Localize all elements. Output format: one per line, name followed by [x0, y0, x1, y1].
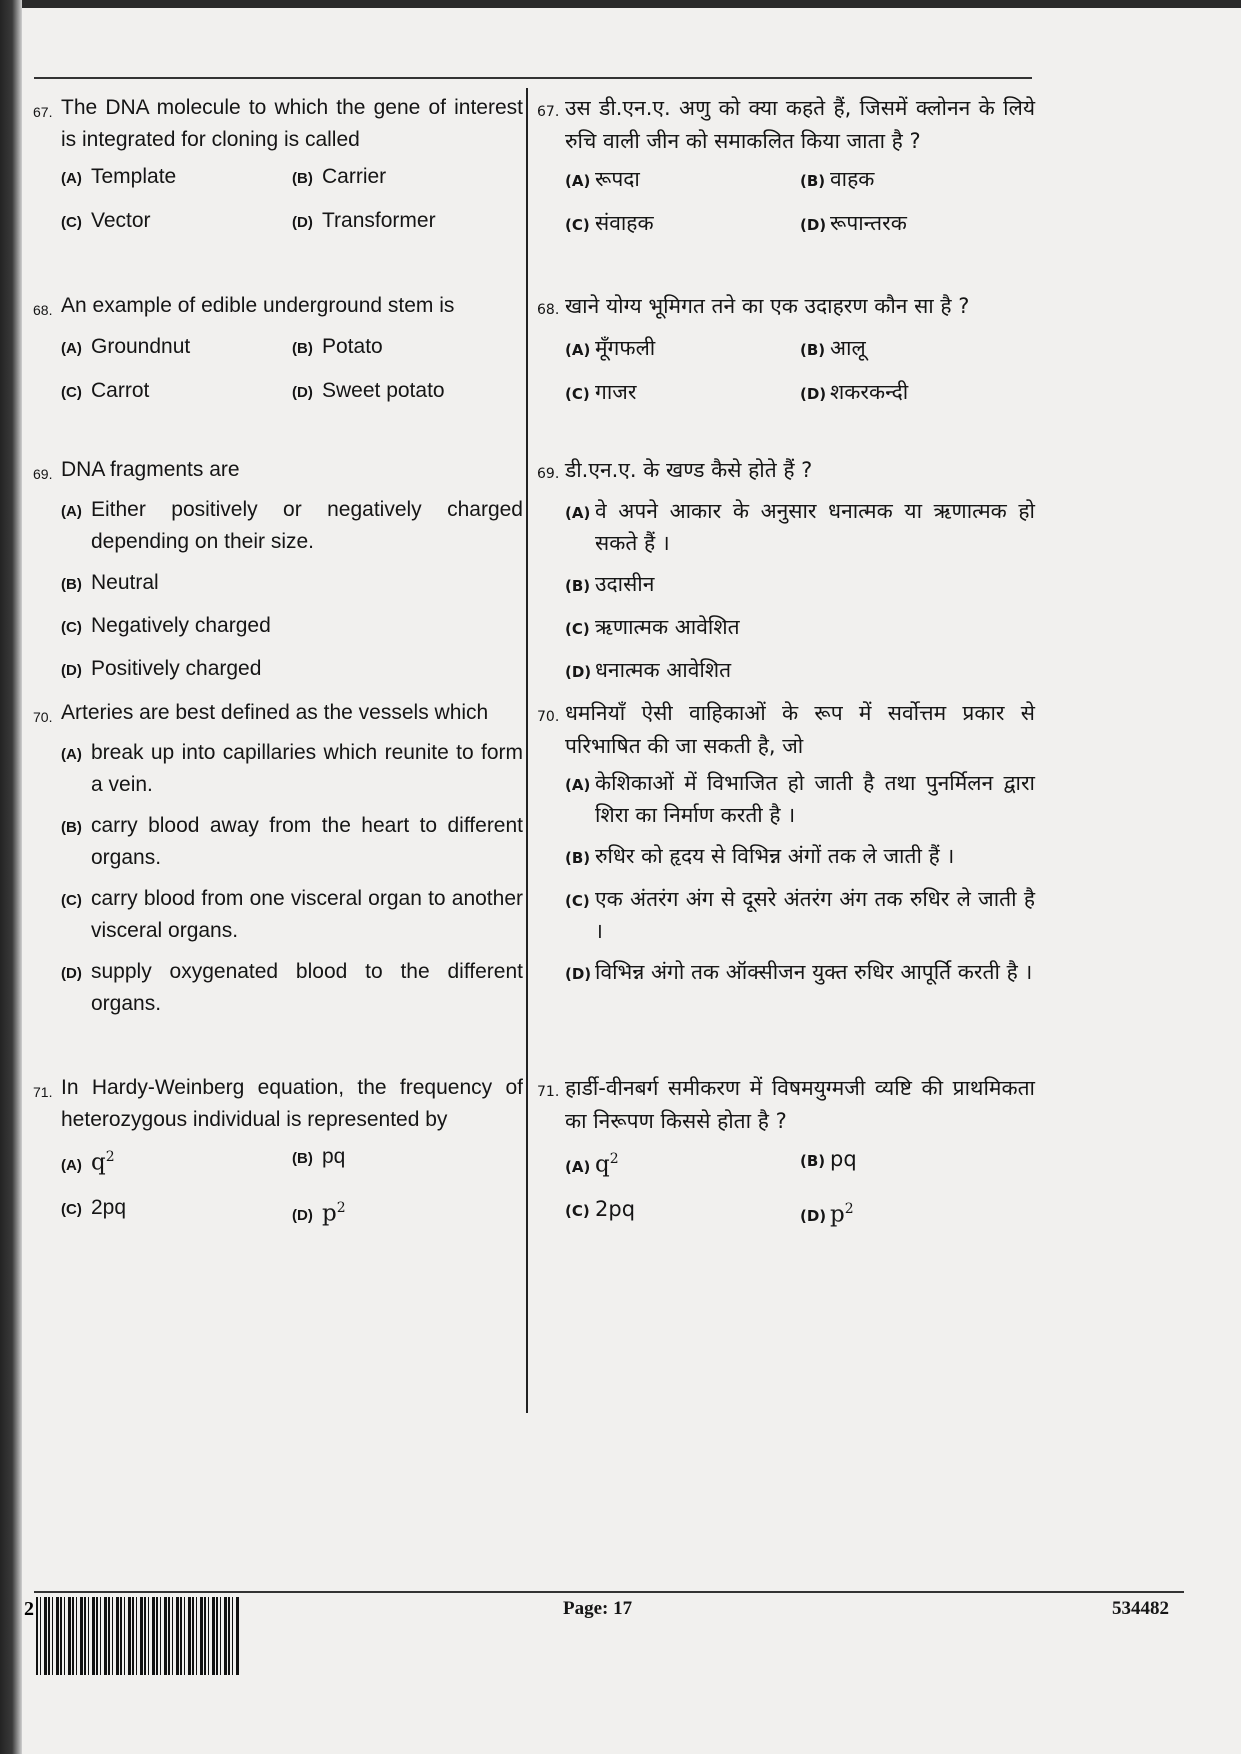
question-text: In Hardy-Weinberg equation, the frequency of heterozygous individual is represented by: [61, 1076, 523, 1131]
option-b: (B) रुधिर को हृदय से विभिन्न अंगों तक ले जाती हैं ।: [565, 844, 955, 868]
option-d: (D) रूपान्तरक: [800, 211, 907, 235]
question-71-en: [33, 1072, 523, 1233]
option-c: (C) 2pq: [565, 1196, 636, 1221]
option-c: (C) 2pq: [61, 1195, 127, 1219]
option-c: (C) carry blood from one visceral organ to another visceral organs.: [61, 887, 523, 942]
question-number: 69.: [537, 466, 560, 482]
option-c: (C) ऋणात्मक आवेशित: [565, 615, 740, 639]
question-70-hi: [537, 697, 1035, 999]
question-number: 70.: [537, 709, 560, 725]
question-70-en: [33, 697, 523, 1029]
paper-code: 534482: [1112, 1598, 1169, 1619]
option-b: (B) pq: [292, 1145, 346, 1168]
question-67-en: [33, 92, 523, 240]
question-number: 68.: [537, 302, 560, 318]
question-text: धमनियाँ ऐसी वाहिकाओं के रूप में सर्वोत्तम प्रकार से परिभाषित की जा सकती है, जो: [565, 701, 1035, 758]
question-68-hi: [537, 290, 1035, 411]
option-a: (A) Template: [61, 165, 177, 188]
option-a: (A) रूपदा: [565, 167, 640, 191]
option-d: (D) $p^2$: [292, 1199, 346, 1227]
option-d: (D) $p^2$: [800, 1200, 854, 1228]
edge-digit: 2: [24, 1598, 34, 1620]
option-a: (A) मूँगफली: [565, 336, 656, 360]
page-top-edge: [0, 0, 1241, 8]
binding-edge: [0, 0, 22, 1754]
option-a: (A) वे अपने आकार के अनुसार धनात्मक या ऋणात्मक हो सकते हैं ।: [565, 499, 1035, 555]
header-rule: [34, 77, 1032, 79]
option-b: (B) Potato: [292, 335, 383, 358]
option-a: (A) break up into capillaries which reunite to form a vein.: [61, 741, 523, 796]
question-text: हार्डी-वीनबर्ग समीकरण में विषमयुग्मजी व्यष्टि की प्राथमिकता का निरूपण किससे होता है ?: [565, 1076, 1035, 1133]
option-c: (C) गाजर: [565, 380, 637, 404]
option-a: (A) $q^2$: [565, 1151, 619, 1178]
option-d: (D) Positively charged: [61, 657, 262, 680]
option-b: (B) pq: [800, 1147, 857, 1171]
option-d: (D) supply oxygenated blood to the different organs.: [61, 960, 523, 1015]
option-d: (D) धनात्मक आवेशित: [565, 658, 732, 682]
option-b: (B) वाहक: [800, 167, 875, 191]
option-c: (C) Carrot: [61, 379, 150, 402]
question-number: 69.: [33, 466, 53, 482]
option-d: (D) Transformer: [292, 209, 436, 232]
question-number: 71.: [537, 1084, 560, 1100]
option-b: (B) आलू: [800, 336, 866, 360]
option-c: (C) Vector: [61, 209, 151, 232]
option-c: (C) संवाहक: [565, 211, 654, 235]
option-b: (B) Carrier: [292, 165, 387, 188]
question-69-hi: [537, 454, 1035, 697]
question-69-en: [33, 454, 523, 696]
question-number: 67.: [537, 104, 560, 120]
option-a: (A) Either positively or negatively charged depending on their size.: [61, 498, 523, 553]
question-71-hi: [537, 1072, 1035, 1233]
footer-rule: [34, 1591, 1184, 1593]
question-number: 67.: [33, 104, 53, 120]
option-b: (B) उदासीन: [565, 572, 655, 596]
question-text: Arteries are best defined as the vessels which: [61, 701, 489, 724]
question-text: DNA fragments are: [61, 458, 240, 481]
question-text: खाने योग्य भूमिगत तने का एक उदाहरण कौन सा है ?: [565, 294, 970, 318]
option-b: (B) Neutral: [61, 571, 159, 594]
question-67-hi: [537, 92, 1035, 242]
option-c: (C) Negatively charged: [61, 614, 271, 637]
question-text: डी.एन.ए. के खण्ड कैसे होते हैं ?: [565, 458, 813, 482]
option-a: (A) $q^2$: [61, 1149, 115, 1176]
option-d: (D) Sweet potato: [292, 379, 445, 402]
column-divider: [526, 88, 528, 1413]
question-number: 71.: [33, 1084, 53, 1100]
page-number: Page: 17: [563, 1598, 633, 1619]
option-b: (B) carry blood away from the heart to different organs.: [61, 814, 523, 869]
option-a: (A) Groundnut: [61, 335, 191, 358]
question-text: उस डी.एन.ए. अणु को क्या कहते हैं, जिसमें क्लोनन के लिये रुचि वाली जीन को समाकलित किया जाता है ?: [565, 96, 1035, 153]
option-c: (C) एक अंतरंग अंग से दूसरे अंतरंग अंग तक रुधिर ले जाती है ।: [565, 887, 1035, 943]
question-text: The DNA molecule to which the gene of interest is integrated for cloning is called: [61, 96, 523, 151]
option-a: (A) केशिकाओं में विभाजित हो जाती है तथा पुनर्मिलन द्वारा शिरा का निर्माण करती है ।: [565, 771, 1035, 827]
option-d: (D) विभिन्न अंगो तक ऑक्सीजन युक्त रुधिर आपूर्ति करती है ।: [565, 960, 1033, 984]
question-text: An example of edible underground stem is: [61, 294, 455, 317]
question-number: 70.: [33, 709, 53, 725]
question-68-en: [33, 290, 523, 410]
barcode: [36, 1597, 240, 1675]
option-d: (D) शकरकन्दी: [800, 380, 909, 404]
question-number: 68.: [33, 302, 53, 318]
